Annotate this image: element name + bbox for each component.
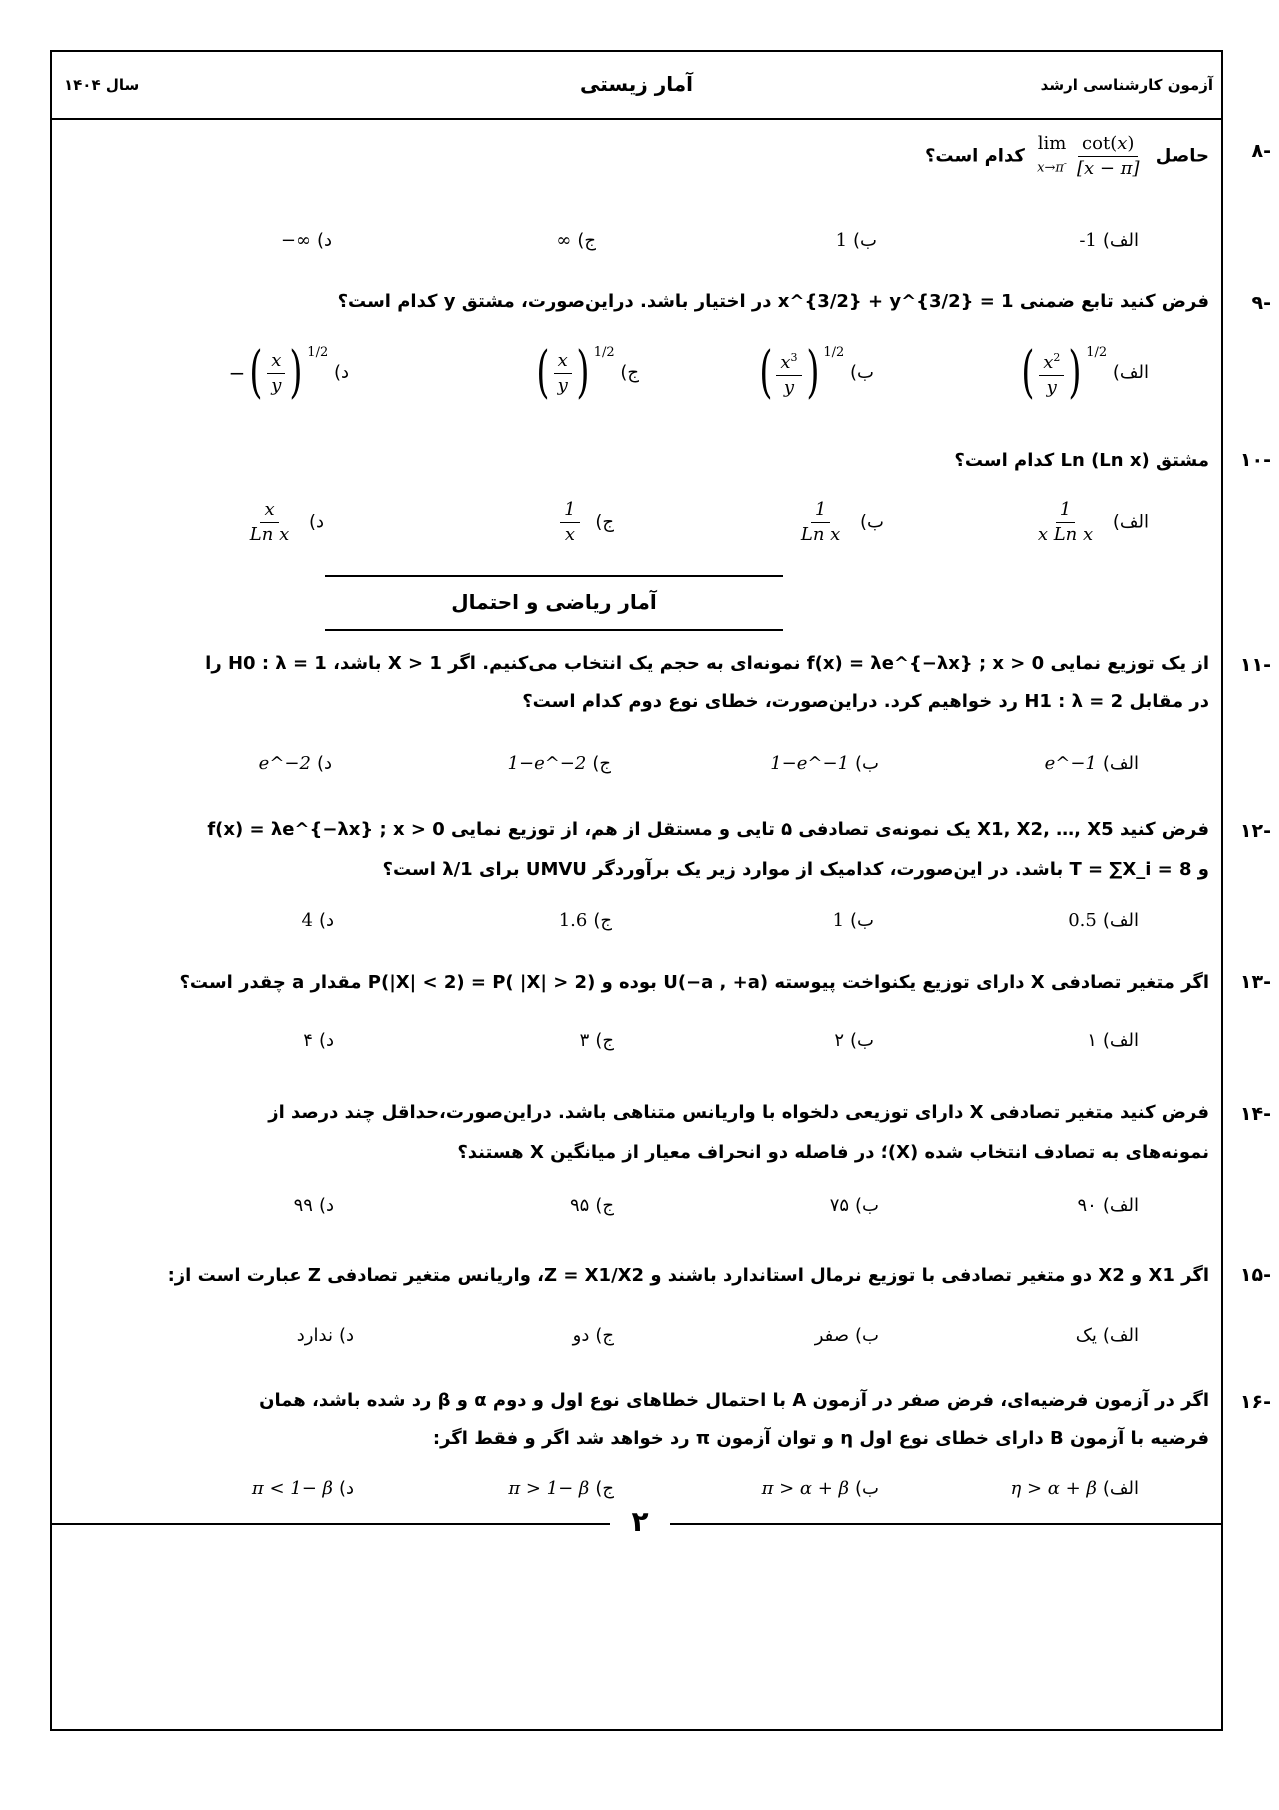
option-a[interactable]: الف)e^−1 [1044,753,1139,774]
option-a[interactable]: الف)-1 [1079,230,1139,251]
options-15 [106,1325,1279,1365]
option-a[interactable]: الف)۱ [1087,1030,1139,1051]
question-text-line1: فرض کنید متغیر تصادفی X دارای توزیعی دلخواه با واریانس متناهی باشد. دراین‌صورت،حداقل چند درصد از [268,1102,1209,1123]
page-header [52,52,1221,120]
question-text: اگر X1 و X2 دو متغیر تصادفی با توزیع نرمال استاندارد باشند و Z = X1/X2، واریانس متغیر تصادفی Z عبارت است از: [167,1265,1209,1286]
question-text-line1: فرض کنید X1, X2, …, X5 یک نمونه‌ی تصادفی ۵ تایی و مستقل از هم، از توزیع نمایی f(x) = λe^{−λx} ; x > 0 [207,819,1209,840]
question-text: حاصل lim x→π- $\frac{\cot(x)}{[x - \pi]}$ کدام است؟ [924,133,1209,179]
question-text: اگر متغیر تصادفی X دارای توزیع یکنواخت پیوسته U(−a , +a) بوده و P(|X| < 2) = P( |X| > 2) مقدار a چقدر است؟ [179,972,1209,993]
limit-expression: lim x→π- $\frac{\cot(x)}{[x - \pi]}$ [1037,133,1140,179]
option-b[interactable]: ب)صفر [814,1325,879,1346]
question-number: -۱۲ [1239,820,1271,842]
option-b[interactable]: ب)1 [832,910,874,931]
option-b[interactable]: ب)۷۵ [829,1195,879,1216]
question-text-line2: فرضیه با آزمون B دارای خطای نوع اول η و توان آزمون π رد خواهد شد اگر و فقط اگر: [432,1428,1209,1449]
page-number: ۲ [631,1505,649,1538]
section-title: آمار ریاضی و احتمال [325,575,783,631]
options-14 [106,1195,1279,1235]
exam-title: آزمون کارشناسی ارشد [1040,76,1213,94]
question-text: مشتق (Ln (Ln x کدام است؟ [954,450,1209,471]
option-d[interactable]: د)4 [301,910,334,931]
option-a[interactable]: الف) $\frac{1}{\text{x Ln x}}$ [1037,499,1149,545]
option-a[interactable]: الف)یک [1075,1325,1139,1346]
options-11 [106,753,1279,793]
option-b[interactable]: ب)1 [835,230,877,251]
question-text-line2: و T = ∑X_i = 8 باشد. در این‌صورت، کدامیک از موارد زیر یک برآوردگر UMVU برای 1/λ است؟ [382,859,1209,880]
option-c-formula: ( $\frac{x}{y}$ ) $^{1/2}$ [536,340,615,405]
question-text-line1: اگر در آزمون فرضیه‌ای، فرض صفر در آزمون A با احتمال خطاهای نوع اول و دوم α و β رد شده باشد، همان [259,1390,1209,1411]
footer [0,1505,1279,1565]
option-b[interactable]: ب) $\frac{1}{\text{Ln x}}$ [800,499,884,545]
option-c[interactable]: ج)1.6 [558,910,612,931]
option-b[interactable]: ب)π > α + β [761,1478,879,1499]
question-number: -۹ [1251,292,1271,314]
option-c[interactable]: ج) $\frac{1}{x}$ [560,498,614,547]
option-d[interactable]: د) $\frac{x}{\text{Ln x}}$ [249,499,324,545]
options-9 [106,340,1279,415]
option-b-formula: ( $\frac{x^3}{y}$ ) $^{1/2}$ [758,340,845,405]
option-c[interactable]: ج)دو [572,1325,614,1346]
question-number: -۱۵ [1239,1264,1271,1286]
option-b[interactable]: ب)۲ [834,1030,874,1051]
question-text-line1: از یک توزیع نمایی f(x) = λe^{−λx} ; x > 0 نمونه‌ای به حجم یک انتخاب می‌کنیم. اگر X > 1 باشد، H0 : λ = 1 را [205,653,1209,674]
question-number: -۸ [1251,140,1271,162]
option-c[interactable]: ج) ( $\frac{x}{y}$ ) $^{1/2}$ [532,345,639,401]
option-d[interactable]: د)−∞ [280,230,332,251]
question-text: فرض کنید تابع ضمنی x^{3/2} + y^{3/2} = 1 در اختیار باشد. دراین‌صورت، مشتق y کدام است؟ [337,291,1209,312]
options-8 [106,230,1279,270]
option-c[interactable]: ج)∞ [556,230,596,251]
option-a[interactable]: الف)۹۰ [1077,1195,1139,1216]
option-d[interactable]: د)۹۹ [293,1195,334,1216]
option-b[interactable]: ب)1−e^−1 [770,753,879,774]
question-number: -۱۰ [1239,449,1271,471]
options-13 [106,1030,1279,1070]
question-number: -۱۶ [1239,1391,1271,1413]
option-b[interactable]: ب) ( $\frac{x^3}{y}$ ) $^{1/2}$ [755,345,875,401]
options-12 [106,910,1279,950]
question-number: -۱۱ [1239,654,1271,676]
option-d-formula: − ( $\frac{x}{y}$ ) $^{1/2}$ [228,340,329,405]
option-c[interactable]: ج)π > 1− β [508,1478,614,1499]
question-text-line2: نمونه‌های به تصادف انتخاب شده (X)؛ در فاصله دو انحراف معیار از میانگین X هستند؟ [457,1142,1209,1163]
question-number: -۱۳ [1239,971,1271,993]
footer-rule-left [50,1523,610,1525]
option-a[interactable]: الف) ( $\frac{x^2}{y}$ ) $^{1/2}$ [1017,345,1149,401]
option-a[interactable]: الف)η > α + β [1010,1478,1139,1499]
option-c[interactable]: ج)1−e^−2 [507,753,611,774]
options-10 [106,498,1279,558]
subject-title: آمار زیستی [580,72,693,96]
option-c[interactable]: ج)۳ [579,1030,614,1051]
exam-year: سال ۱۴۰۴ [64,76,140,94]
option-d[interactable]: د)π < 1− β [251,1478,354,1499]
question-text-line2: در مقابل H1 : λ = 2 رد خواهیم کرد. دراین‌صورت، خطای نوع دوم کدام است؟ [522,691,1209,712]
option-a[interactable]: الف)0.5 [1068,910,1139,931]
option-d[interactable]: د)ندارد [296,1325,354,1346]
footer-rule-right [670,1523,1223,1525]
option-a-formula: ( $\frac{x^2}{y}$ ) $^{1/2}$ [1021,340,1108,405]
question-number: -۱۴ [1239,1103,1271,1125]
option-c[interactable]: ج)۹۵ [570,1195,614,1216]
option-d[interactable]: د)e^−2 [258,753,332,774]
option-d[interactable]: د)۴ [303,1030,334,1051]
option-d[interactable]: د) − ( $\frac{x}{y}$ ) $^{1/2}$ [228,340,349,405]
